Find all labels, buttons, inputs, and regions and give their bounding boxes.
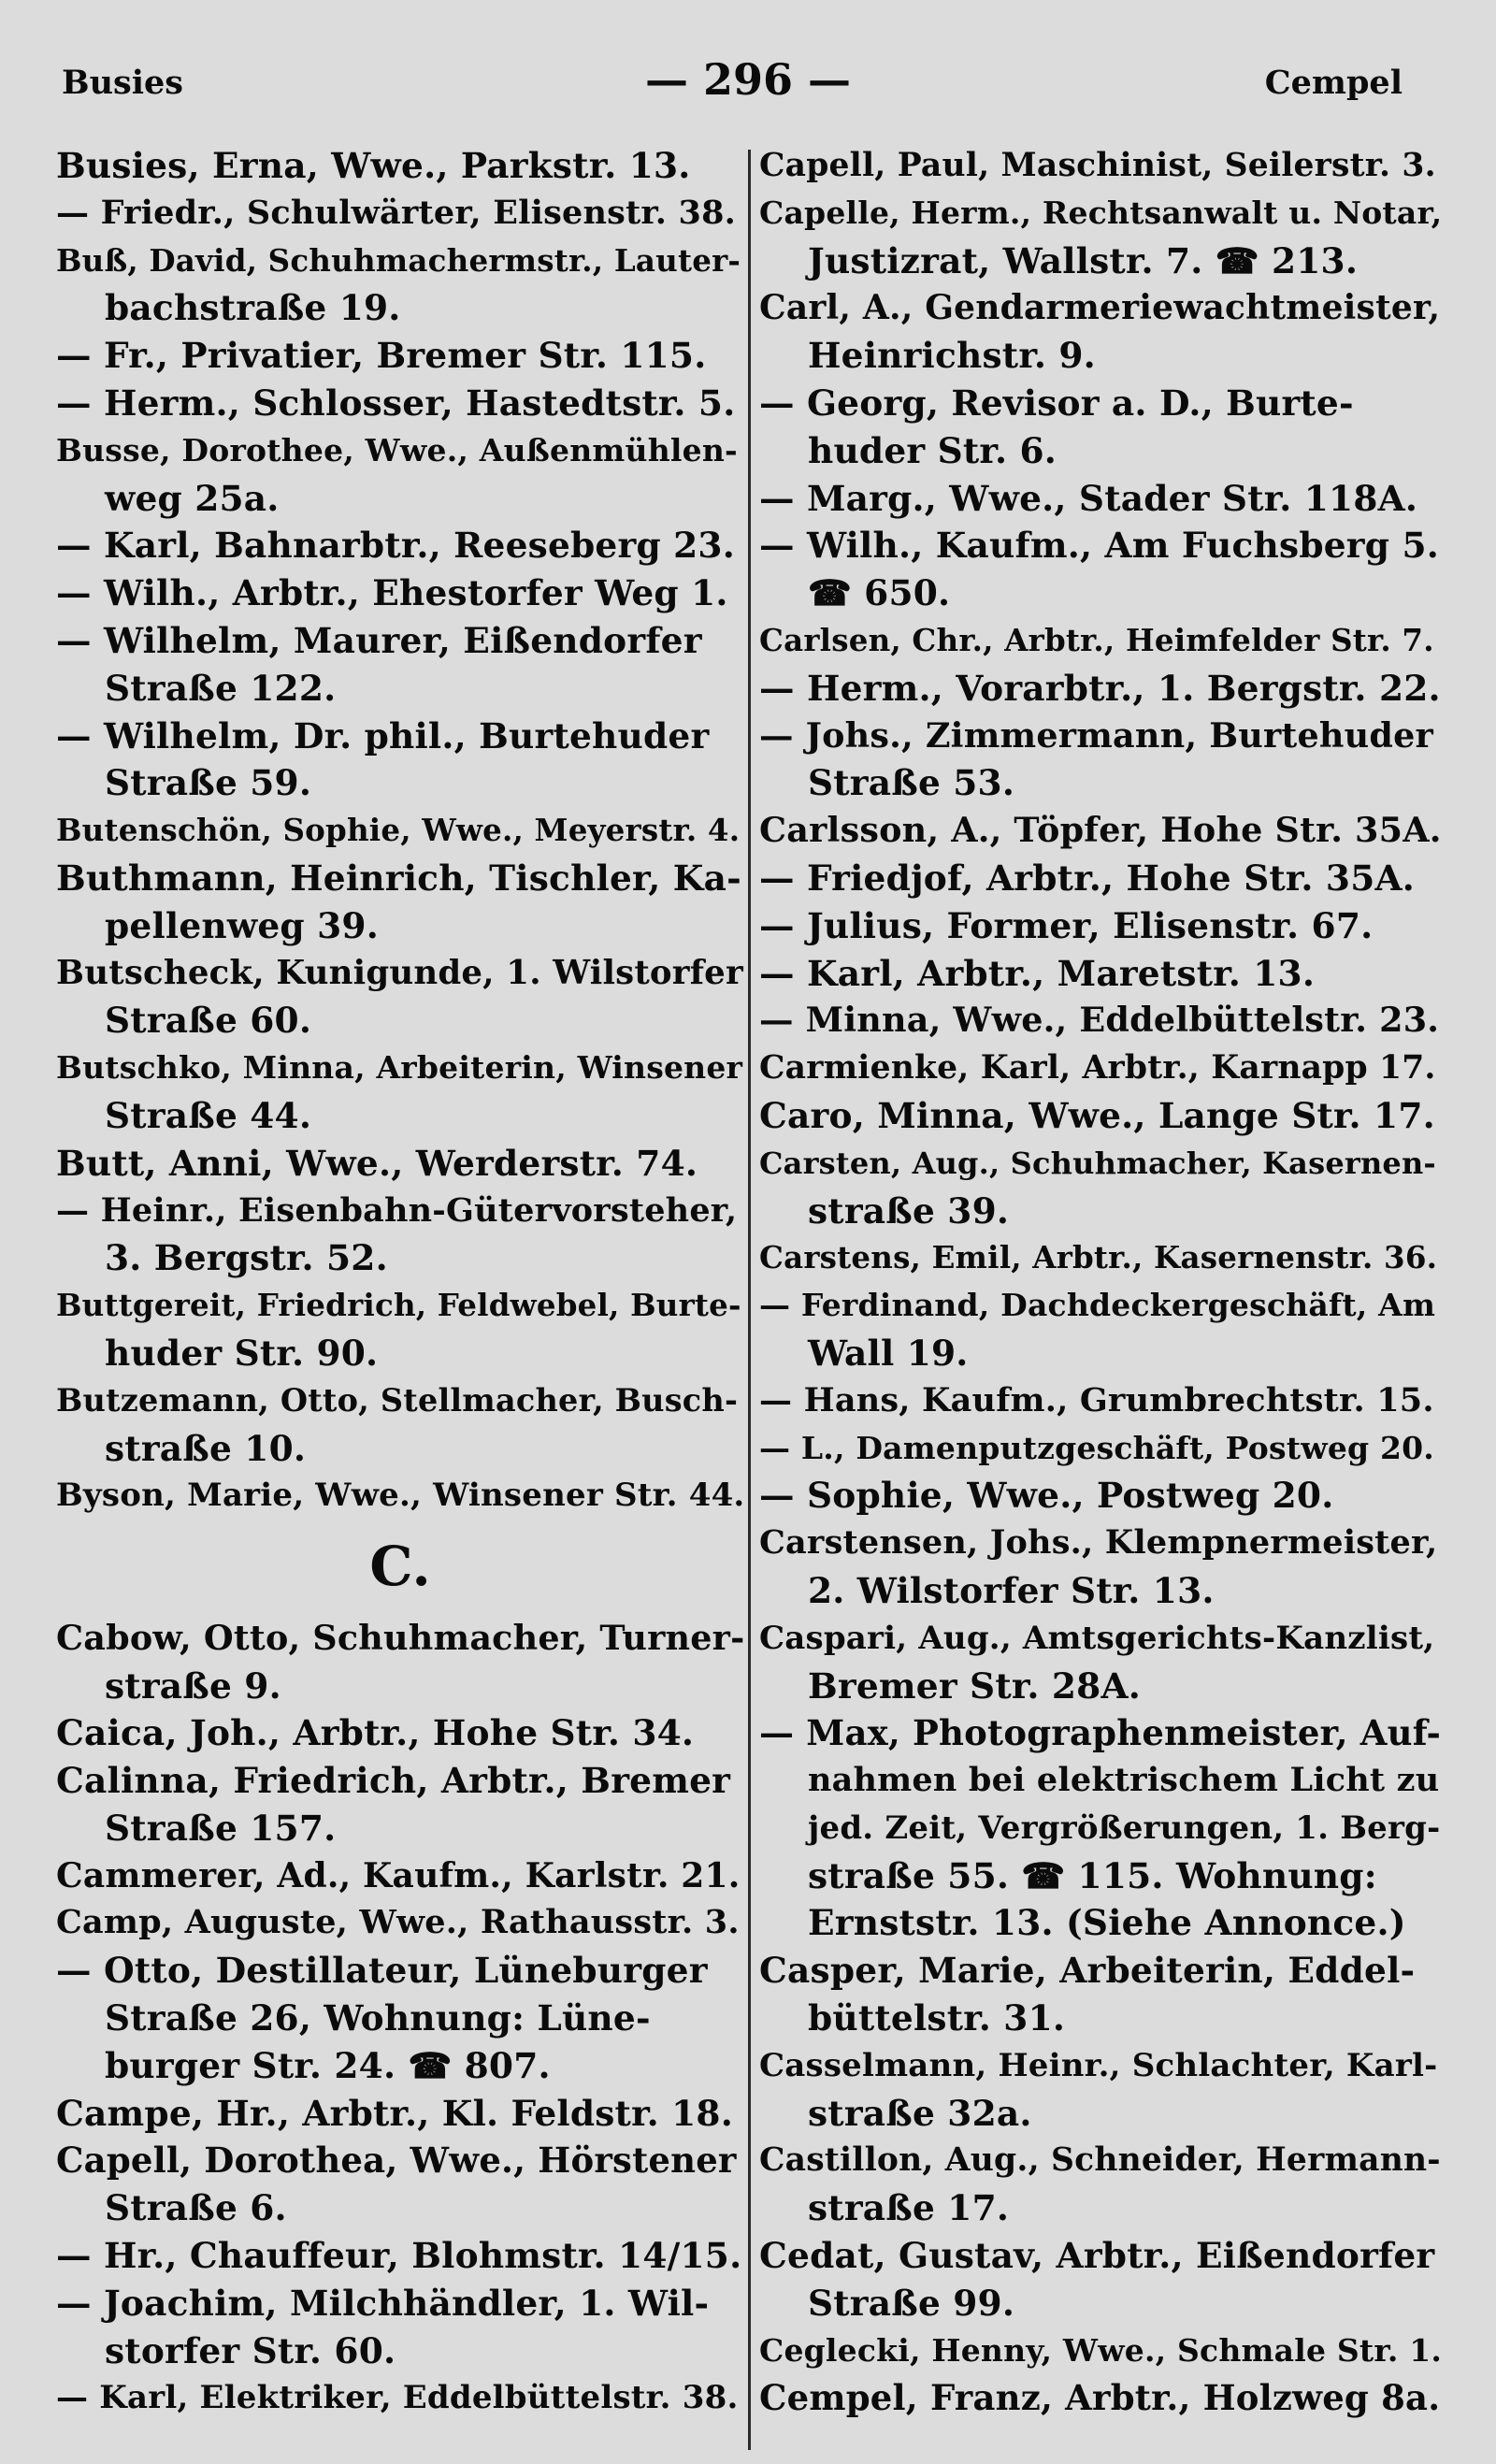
entry-continuation: jed. Zeit, Vergrößerungen, 1. Berg- bbox=[808, 1808, 1441, 1847]
header-first-entry: Busies bbox=[62, 64, 184, 102]
directory-entry: — Georg, Revisor a. D., Burte- bbox=[759, 382, 1354, 424]
entry-continuation: weg 25a. bbox=[105, 477, 280, 519]
directory-entry: Busies, Erna, Wwe., Parkstr. 13. bbox=[56, 145, 691, 186]
entry-continuation: huder Str. 90. bbox=[105, 1332, 379, 1374]
directory-entry: — Karl, Bahnarbtr., Reeseberg 23. bbox=[56, 525, 735, 567]
directory-entry: Casselmann, Heinr., Schlachter, Karl- bbox=[759, 2046, 1438, 2084]
directory-entry: — Max, Photographenmeister, Auf- bbox=[759, 1712, 1442, 1754]
entry-continuation: Heinrichstr. 9. bbox=[808, 335, 1096, 377]
directory-entry: Butschko, Minna, Arbeiterin, Winsener bbox=[56, 1049, 743, 1087]
directory-entry: — Wilhelm, Maurer, Eißendorfer bbox=[56, 619, 702, 661]
directory-entry: Byson, Marie, Wwe., Winsener Str. 44. bbox=[56, 1477, 745, 1515]
directory-entry: Carstens, Emil, Arbtr., Kasernenstr. 36. bbox=[759, 1239, 1438, 1276]
directory-entry: — Heinr., Eisenbahn-Gütervorsteher, bbox=[56, 1190, 738, 1230]
directory-entry: — Ferdinand, Dachdeckergeschäft, Am bbox=[759, 1287, 1436, 1324]
directory-entry: Capelle, Herm., Rechtsanwalt u. Notar, bbox=[759, 194, 1443, 231]
directory-entry: Cempel, Franz, Arbtr., Holzweg 8a. bbox=[759, 2377, 1441, 2419]
directory-entry: Cabow, Otto, Schuhmacher, Turner- bbox=[56, 1617, 745, 1658]
entry-continuation: Straße 60. bbox=[105, 1000, 312, 1042]
entry-continuation: straße 10. bbox=[105, 1427, 307, 1469]
directory-entry: — Hr., Chauffeur, Blohmstr. 14/15. bbox=[56, 2235, 742, 2277]
entry-continuation: huder Str. 6. bbox=[808, 429, 1057, 471]
entry-continuation: straße 39. bbox=[808, 1189, 1010, 1232]
directory-entry: Carlsson, A., Töpfer, Hohe Str. 35A. bbox=[759, 810, 1442, 851]
directory-entry: Capell, Dorothea, Wwe., Hörstener bbox=[56, 2140, 737, 2182]
directory-entry: Ceglecki, Henny, Wwe., Schmale Str. 1. bbox=[759, 2331, 1443, 2369]
directory-entry: — Karl, Arbtr., Maretstr. 13. bbox=[759, 952, 1316, 994]
directory-entry: Carlsen, Chr., Arbtr., Heimfelder Str. 7. bbox=[759, 621, 1434, 658]
left-column bbox=[56, 142, 744, 2452]
entry-continuation: 3. Bergstr. 52. bbox=[105, 1237, 388, 1279]
entry-continuation: nahmen bei elektrischem Licht zu bbox=[808, 1761, 1440, 1800]
directory-entry: Capell, Paul, Maschinist, Seilerstr. 3. bbox=[759, 147, 1436, 184]
entry-continuation: bachstraße 19. bbox=[105, 287, 401, 329]
directory-entry: Buthmann, Heinrich, Tischler, Ka- bbox=[56, 857, 741, 899]
section-letter: C. bbox=[369, 1535, 431, 1599]
directory-entry: Cammerer, Ad., Kaufm., Karlstr. 21. bbox=[56, 1855, 741, 1895]
directory-entry: Caica, Joh., Arbtr., Hohe Str. 34. bbox=[56, 1712, 695, 1754]
directory-entry: Butzemann, Otto, Stellmacher, Busch- bbox=[56, 1381, 739, 1419]
entry-continuation: burger Str. 24. ☎ 807. bbox=[105, 2044, 551, 2086]
page-number: — 296 — bbox=[644, 54, 852, 105]
entry-continuation: Justizrat, Wallstr. 7. ☎ 213. bbox=[808, 239, 1359, 281]
directory-entry: — Marg., Wwe., Stader Str. 118A. bbox=[759, 477, 1418, 519]
directory-entry: — Karl, Elektriker, Eddelbüttelstr. 38. bbox=[56, 2379, 739, 2417]
directory-entry: Butt, Anni, Wwe., Werderstr. 74. bbox=[56, 1142, 698, 1184]
directory-entry: — Wilh., Kaufm., Am Fuchsberg 5. bbox=[759, 525, 1439, 567]
directory-entry: — Friedr., Schulwärter, Elisenstr. 38. bbox=[56, 193, 737, 232]
directory-entry: Caspari, Aug., Amtsgerichts-Kanzlist, bbox=[759, 1619, 1435, 1657]
entry-continuation: Straße 26, Wohnung: Lüne- bbox=[105, 1997, 651, 2039]
directory-entry: — Otto, Destillateur, Lüneburger bbox=[56, 1950, 708, 1992]
directory-entry: — Friedjof, Arbtr., Hohe Str. 35A. bbox=[759, 857, 1416, 899]
column-divider bbox=[748, 150, 751, 2450]
entry-continuation: Straße 53. bbox=[808, 762, 1015, 804]
directory-entry: — Sophie, Wwe., Postweg 20. bbox=[759, 1475, 1334, 1517]
directory-entry: — Joachim, Milchhändler, 1. Wil- bbox=[56, 2282, 710, 2324]
right-column bbox=[759, 142, 1442, 2452]
directory-entry: Buß, David, Schuhmachermstr., Lauter- bbox=[56, 241, 741, 279]
directory-entry: — Wilh., Arbtr., Ehestorfer Weg 1. bbox=[56, 572, 728, 614]
directory-entry: — Wilhelm, Dr. phil., Burtehuder bbox=[56, 714, 710, 756]
entry-continuation: Ernststr. 13. (Siehe Annonce.) bbox=[808, 1902, 1406, 1944]
directory-entry: — Herm., Vorarbtr., 1. Bergstr. 22. bbox=[759, 667, 1441, 709]
entry-continuation: Straße 44. bbox=[105, 1094, 312, 1136]
entry-continuation: Straße 157. bbox=[105, 1807, 337, 1849]
directory-entry: Carsten, Aug., Schuhmacher, Kasernen- bbox=[759, 1145, 1436, 1181]
entry-continuation: Straße 59. bbox=[105, 762, 312, 804]
directory-entry: Castillon, Aug., Schneider, Hermann- bbox=[759, 2141, 1441, 2180]
directory-entry: Calinna, Friedrich, Arbtr., Bremer bbox=[56, 1760, 731, 1802]
directory-entry: — L., Damenputzgeschäft, Postweg 20. bbox=[759, 1429, 1434, 1466]
directory-entry: Cedat, Gustav, Arbtr., Eißendorfer bbox=[759, 2235, 1435, 2277]
directory-entry: Casper, Marie, Arbeiterin, Eddel- bbox=[759, 1950, 1416, 1992]
directory-entry: — Julius, Former, Elisenstr. 67. bbox=[759, 904, 1374, 946]
directory-entry: — Johs., Zimmermann, Burtehuder bbox=[759, 714, 1433, 756]
directory-entry: Carstensen, Johs., Klempnermeister, bbox=[759, 1523, 1438, 1563]
entry-continuation: Straße 6. bbox=[105, 2187, 287, 2229]
directory-entry: — Minna, Wwe., Eddelbüttelstr. 23. bbox=[759, 1000, 1440, 1041]
entry-continuation: Bremer Str. 28A. bbox=[808, 1664, 1142, 1707]
entry-continuation: Straße 122. bbox=[105, 667, 337, 709]
entry-continuation: Wall 19. bbox=[808, 1332, 969, 1374]
entry-continuation: pellenweg 39. bbox=[105, 904, 379, 946]
directory-entry: — Fr., Privatier, Bremer Str. 115. bbox=[56, 335, 707, 377]
directory-entry: Buttgereit, Friedrich, Feldwebel, Burte- bbox=[56, 1287, 741, 1324]
entry-continuation: storfer Str. 60. bbox=[105, 2329, 396, 2371]
directory-entry: Butenschön, Sophie, Wwe., Meyerstr. 4. bbox=[56, 812, 741, 849]
entry-continuation: straße 17. bbox=[808, 2187, 1010, 2229]
entry-continuation: straße 9. bbox=[105, 1664, 281, 1707]
entry-continuation: 2. Wilstorfer Str. 13. bbox=[808, 1569, 1215, 1611]
directory-entry: — Herm., Schlosser, Hastedtstr. 5. bbox=[56, 382, 736, 424]
page-header bbox=[0, 54, 1496, 114]
directory-entry: Caro, Minna, Wwe., Lange Str. 17. bbox=[759, 1094, 1435, 1136]
directory-entry: Campe, Hr., Arbtr., Kl. Feldstr. 18. bbox=[56, 2092, 733, 2134]
entry-continuation: ☎ 650. bbox=[808, 572, 951, 614]
entry-continuation: straße 32a. bbox=[808, 2092, 1032, 2134]
directory-entry: — Hans, Kaufm., Grumbrechtstr. 15. bbox=[759, 1380, 1434, 1419]
directory-entry: Butscheck, Kunigunde, 1. Wilstorfer bbox=[56, 953, 743, 992]
directory-entry: Camp, Auguste, Wwe., Rathausstr. 3. bbox=[56, 1903, 740, 1942]
directory-entry: Busse, Dorothee, Wwe., Außenmühlen- bbox=[56, 431, 738, 468]
directory-entry: Carl, A., Gendarmeriewachtmeister, bbox=[759, 288, 1441, 328]
header-last-entry: Cempel bbox=[1264, 64, 1402, 102]
entry-continuation: straße 55. ☎ 115. Wohnung: bbox=[808, 1854, 1377, 1896]
entry-continuation: büttelstr. 31. bbox=[808, 1997, 1066, 2039]
entry-continuation: Straße 99. bbox=[808, 2282, 1015, 2324]
directory-entry: Carmienke, Karl, Arbtr., Karnapp 17. bbox=[759, 1049, 1436, 1088]
